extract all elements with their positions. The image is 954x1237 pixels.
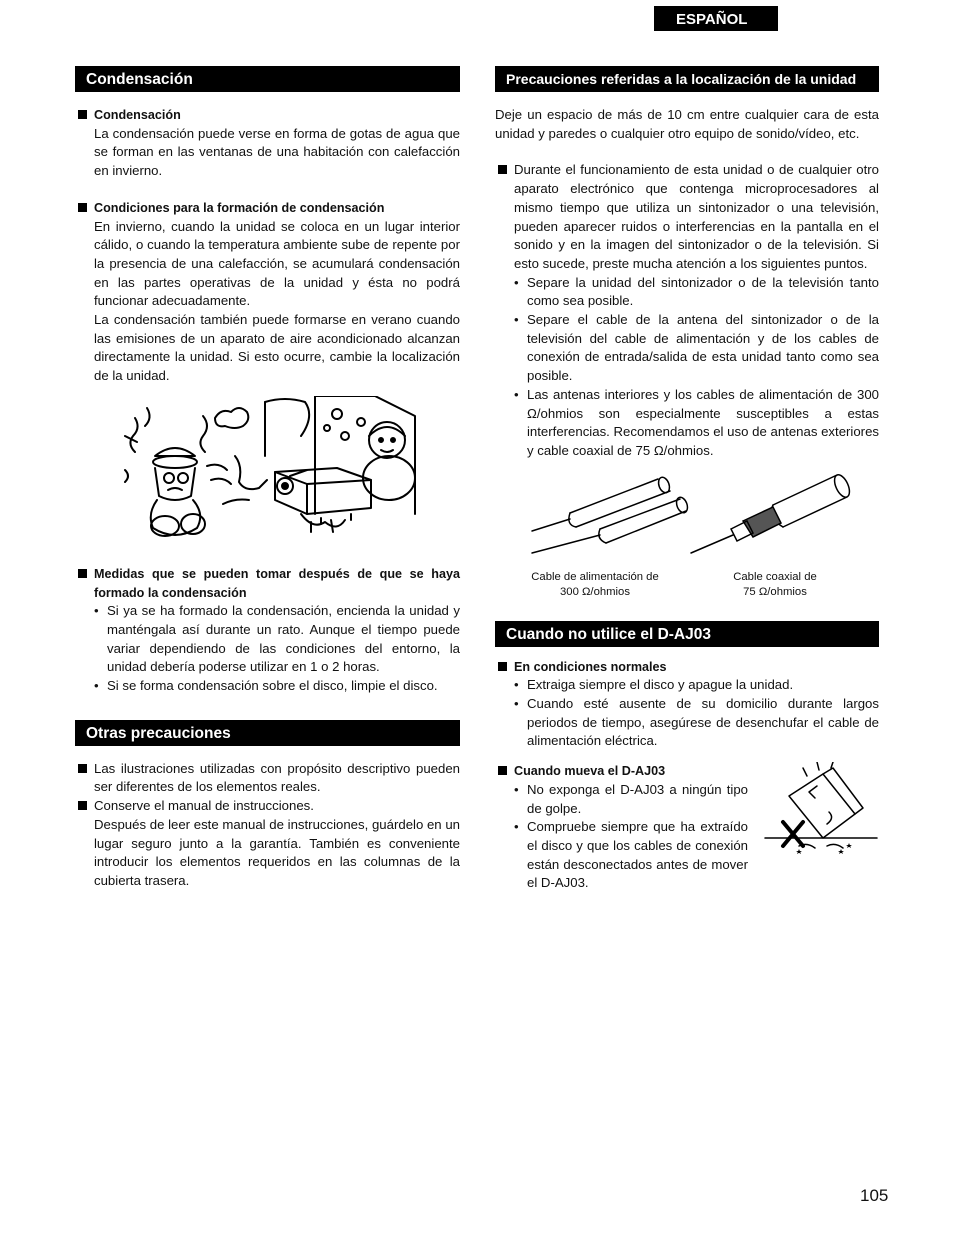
bullet-dot-icon: •	[514, 677, 519, 693]
language-tab: ESPAÑOL	[654, 6, 778, 31]
section-title-precauciones: Precauciones referidas a la localización de la unidad	[495, 66, 879, 92]
square-bullet-icon	[498, 662, 507, 671]
list-item: Durante el funcionamiento de esta unidad o de cualquier otro aparato electrónico que contenga microprocesadores al mismo tiempo que utiliza un sintonizador o una televisión, pueden aparecer ruidos o interferencias en la pantalla en el sonido y en la imagen del sintonizador o de la televisión. Si esto sucede, preste mucha atención a los siguientes puntos.	[495, 161, 879, 273]
power-cable-icon	[530, 471, 690, 561]
section-title-otras: Otras precauciones	[75, 720, 460, 746]
left-column	[75, 66, 460, 891]
bullet-dot-icon: •	[514, 312, 519, 328]
moving-section	[495, 762, 879, 893]
paragraph: La condensación puede verse en forma de gotas de agua que se forman en las ventanas de una habitación con calefacción en invierno.	[94, 125, 460, 179]
square-bullet-icon	[498, 766, 507, 775]
subheading-condensacion: Condensación	[75, 106, 460, 125]
list-item: • No exponga el D-AJ03 a ningún tipo de golpe.	[514, 781, 748, 816]
square-bullet-icon	[78, 764, 87, 773]
bullet-dot-icon: •	[94, 603, 99, 619]
caption-coax-cable: Cable coaxial de 75 Ω/ohmios	[733, 570, 817, 598]
paragraph: La condensación también puede formarse en verano cuando las emisiones de un aparato de aire acondicionado alcanzan directamente la unidad. Si esto ocurre, cambie la localización de la unidad.	[94, 312, 460, 384]
square-bullet-icon	[78, 203, 87, 212]
list-item: Conserve el manual de instrucciones.	[75, 797, 460, 816]
dropping-unit-icon	[763, 762, 879, 862]
subheading-condiciones-normales: En condiciones normales	[495, 658, 879, 677]
paragraph: Deje un espacio de más de 10 cm entre cualquier cara de esta unidad y paredes o cualquier otro equipo de sonido/vídeo, etc.	[495, 107, 879, 141]
bullet-dot-icon: •	[94, 678, 99, 694]
section-title-no-utilice: Cuando no utilice el D-AJ03	[495, 621, 879, 647]
right-column	[495, 66, 879, 893]
square-bullet-icon	[78, 110, 87, 119]
list-item: • Compruebe siempre que ha extraído el disco y que los cables de conexión están desconectados antes de mover el D-AJ03.	[514, 819, 748, 891]
coaxial-cable-icon	[687, 471, 857, 561]
square-bullet-icon	[78, 569, 87, 578]
list-item: Las ilustraciones utilizadas con propósito descriptivo pueden ser diferentes de los elementos reales.	[75, 760, 460, 797]
list-item: • Separe la unidad del sintonizador o de la televisión tanto como sea posible.	[514, 274, 879, 309]
section-title-condensacion: Condensación	[75, 66, 460, 92]
bullet-dot-icon: •	[514, 696, 519, 712]
bullet-dot-icon: •	[514, 819, 519, 835]
bullet-dot-icon: •	[514, 274, 519, 290]
list-item: • Las antenas interiores y los cables de alimentación de 300 Ω/ohmios son especialmente susceptibles a estas interferencias. Recomendamos el uso de antenas exteriores y cable coaxial de 75 Ω/ohmios.	[514, 386, 879, 458]
caption-power-cable: Cable de alimentación de 300 Ω/ohmios	[531, 570, 659, 598]
list-item: • Cuando esté ausente de su domicilio durante largos periodos de tiempo, asegúrese de desenchufar el cable de alimentación eléctrica.	[514, 696, 879, 749]
subheading-condiciones: Condiciones para la formación de condensación	[75, 199, 460, 218]
list-item: • Si se forma condensación sobre el disco, limpie el disco.	[75, 677, 460, 696]
bullet-dot-icon: •	[514, 781, 519, 797]
bullet-dot-icon: •	[514, 386, 519, 402]
condensation-illustration	[75, 396, 460, 546]
square-bullet-icon	[498, 165, 507, 174]
paragraph: Después de leer este manual de instrucciones, guárdelo en un lugar seguro junto a la garantía. También es conveniente introducir los elementos requeridos en las columnas de la cubierta trasera.	[94, 816, 460, 888]
paragraph: En invierno, cuando la unidad se coloca en un lugar interior cálido, o cuando la temperatura ambiente sube de repente por la presencia de una calefacción, se acumulará condensación en las partes operativas de la unidad y ésta no podrá funcionar adecuadamente.	[94, 218, 460, 309]
list-item: • Separe el cable de la antena del sintonizador o de la televisión del cable de alimentación y de los cables de conexión de entrada/salida de esta unidad tanto como sea posible.	[514, 312, 879, 384]
page-number: 105	[860, 1186, 889, 1205]
square-bullet-icon	[78, 801, 87, 810]
cable-illustrations	[495, 461, 879, 621]
list-item: • Extraiga siempre el disco y apague la unidad.	[495, 676, 879, 695]
list-item: • Si ya se ha formado la condensación, encienda la unidad y manténgala así durante un rato. Aunque el tiempo puede variar dependiendo de las condiciones del entorno, la unidad debería poderse utilizar en 1 o 2 horas.	[94, 603, 460, 675]
subheading-cuando-mueva: Cuando mueva el D-AJ03	[495, 762, 879, 781]
subheading-medidas: Medidas que se pueden tomar después de que se haya formado la condensación	[75, 565, 460, 602]
